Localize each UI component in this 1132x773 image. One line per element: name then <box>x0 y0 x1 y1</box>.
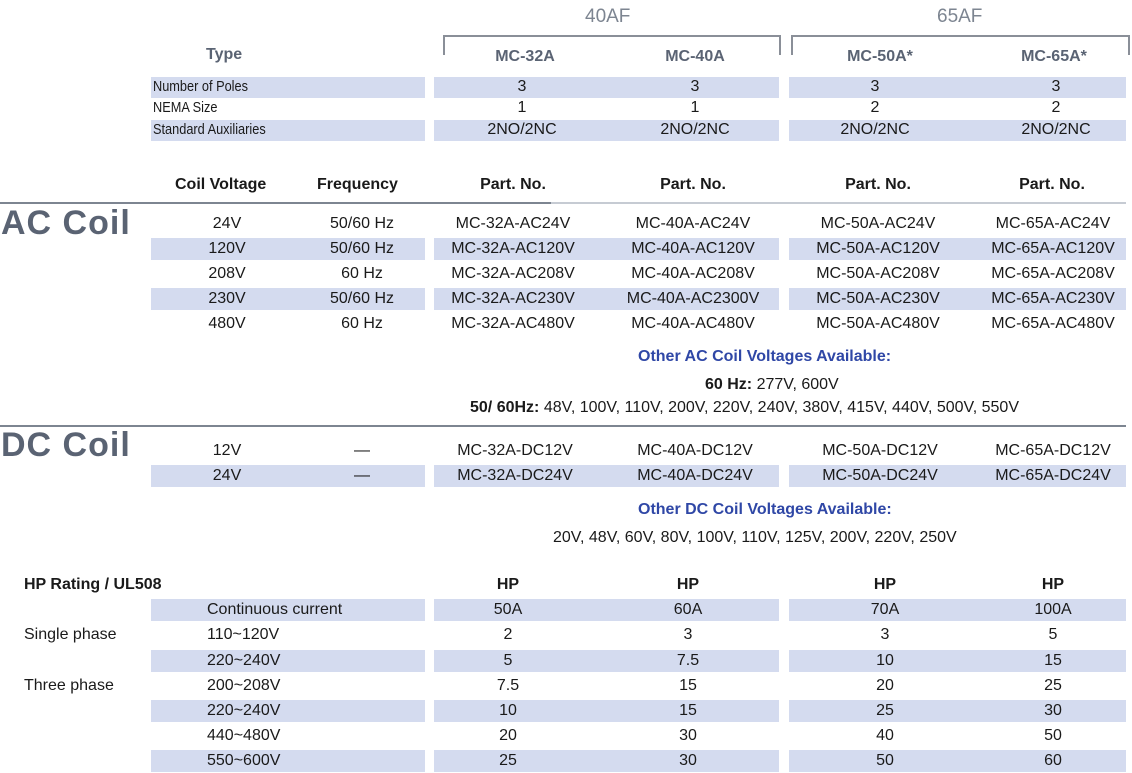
frequency-header: Frequency <box>317 176 398 193</box>
hp-value: 10 <box>499 702 517 719</box>
continuous-current-value: 70A <box>870 601 900 618</box>
part-number: MC-40A-AC2300V <box>626 290 760 307</box>
other-dc-voltages-title: Other DC Coil Voltages Available: <box>638 501 892 518</box>
part-number: MC-65A-AC24V <box>995 215 1111 232</box>
coil-voltage-header: Coil Voltage <box>175 176 267 193</box>
dc-coil-title: DC Coil <box>1 426 131 464</box>
continuous-current-value: 60A <box>673 601 703 618</box>
hp-value: 7.5 <box>676 652 700 669</box>
spec-value: 3 <box>870 78 880 95</box>
hp-value: 7.5 <box>496 677 520 694</box>
spec-value: 2NO/2NC <box>660 121 730 138</box>
model-header: MC-50A* <box>847 48 913 65</box>
part-number: MC-65A-AC208V <box>991 265 1115 282</box>
coil-voltage: 230V <box>208 290 246 307</box>
part-number: MC-65A-AC480V <box>991 315 1115 332</box>
part-number: MC-40A-AC24V <box>635 215 751 232</box>
hp-value: 5 <box>1048 626 1058 643</box>
part-number: MC-40A-AC480V <box>631 315 755 332</box>
hp-voltage: 440~480V <box>207 727 281 744</box>
part-number: MC-40A-AC208V <box>631 265 755 282</box>
hp-value: 30 <box>679 752 697 769</box>
hp-voltage: 200~208V <box>207 677 281 694</box>
coil-frequency: 60 Hz <box>341 265 383 282</box>
part-number: MC-50A-AC208V <box>816 265 940 282</box>
part-no-header: Part. No. <box>845 176 911 193</box>
hp-voltage: 220~240V <box>207 652 281 669</box>
coil-voltage: 24V <box>212 215 242 232</box>
hp-value: 15 <box>1044 652 1062 669</box>
hp-value: 20 <box>499 727 517 744</box>
coil-voltage: 480V <box>208 315 246 332</box>
coil-frequency: 50/60 Hz <box>329 215 395 232</box>
spec-value: 1 <box>690 99 700 116</box>
hp-value: 15 <box>679 677 697 694</box>
hp-header: HP <box>1041 576 1065 593</box>
part-number: MC-32A-DC24V <box>457 467 573 484</box>
hp-value: 60 <box>1044 752 1062 769</box>
spec-value: 2 <box>870 99 880 116</box>
part-number: MC-32A-AC24V <box>455 215 571 232</box>
hp-value: 5 <box>503 652 513 669</box>
other-ac-5060hz-values: 48V, 100V, 110V, 200V, 220V, 240V, 380V, 415V, 440V, 500V, 550V <box>539 399 1019 416</box>
part-number: MC-40A-AC120V <box>631 240 755 257</box>
model-header: MC-40A <box>665 48 725 65</box>
coil-frequency: 50/60 Hz <box>329 290 395 307</box>
hp-row-stripe <box>151 650 425 672</box>
continuous-current-label: Continuous current <box>207 601 343 618</box>
hp-voltage: 220~240V <box>207 702 281 719</box>
continuous-current-value: 50A <box>493 601 523 618</box>
coil-voltage: 12V <box>212 442 242 459</box>
other-ac-60hz <box>705 376 839 394</box>
other-ac-5060hz-label: 50/ 60Hz: <box>470 399 540 416</box>
part-number: MC-65A-DC24V <box>995 467 1111 484</box>
hp-value: 25 <box>876 702 894 719</box>
hp-voltage: 110~120V <box>207 626 280 643</box>
part-no-header: Part. No. <box>660 176 726 193</box>
single-phase-label: Single phase <box>24 626 117 643</box>
spec-value: 2 <box>1051 99 1061 116</box>
hp-value: 50 <box>1044 727 1062 744</box>
hp-rating-title: HP Rating / UL508 <box>24 576 162 593</box>
spec-label: NEMA Size <box>153 99 218 116</box>
coil-voltage: 24V <box>212 467 242 484</box>
hp-value: 50 <box>876 752 894 769</box>
part-number: MC-50A-AC230V <box>816 290 940 307</box>
coil-frequency: 60 Hz <box>341 315 383 332</box>
part-no-header: Part. No. <box>1019 176 1085 193</box>
hp-voltage: 550~600V <box>207 752 281 769</box>
other-dc-values: 20V, 48V, 60V, 80V, 100V, 110V, 125V, 200V, 220V, 250V <box>553 529 957 546</box>
part-number: MC-32A-AC120V <box>451 240 575 257</box>
spec-value: 3 <box>1051 78 1061 95</box>
part-number: MC-50A-DC12V <box>822 442 938 459</box>
part-number: MC-32A-AC208V <box>451 265 575 282</box>
hp-value: 10 <box>876 652 894 669</box>
part-number: MC-65A-DC12V <box>995 442 1111 459</box>
part-number: MC-50A-AC24V <box>820 215 936 232</box>
ac-coil-rule <box>551 202 1126 204</box>
part-number: MC-40A-DC12V <box>637 442 753 459</box>
part-number: MC-32A-AC480V <box>451 315 575 332</box>
frame-size-40af: 40AF <box>585 6 631 27</box>
hp-value: 25 <box>499 752 517 769</box>
coil-voltage: 120V <box>208 240 246 257</box>
coil-frequency: 50/60 Hz <box>329 240 395 257</box>
model-header: MC-32A <box>495 48 555 65</box>
ac-coil-title: AC Coil <box>1 204 131 242</box>
other-ac-60hz-label: 60 Hz: <box>705 376 753 393</box>
spec-value: 2NO/2NC <box>1021 121 1091 138</box>
hp-value: 20 <box>876 677 894 694</box>
coil-voltage: 208V <box>208 265 246 282</box>
hp-value: 30 <box>679 727 697 744</box>
part-number: MC-40A-DC24V <box>637 467 753 484</box>
hp-header: HP <box>873 576 897 593</box>
part-number: MC-32A-DC12V <box>457 442 573 459</box>
hp-row-stripe <box>151 750 425 772</box>
continuous-current-value: 100A <box>1034 601 1072 618</box>
frame-size-65af: 65AF <box>937 6 983 27</box>
part-number: MC-32A-AC230V <box>451 290 575 307</box>
spec-value: 2NO/2NC <box>487 121 557 138</box>
part-no-header: Part. No. <box>480 176 546 193</box>
hp-value: 2 <box>503 626 513 643</box>
part-number: MC-50A-DC24V <box>822 467 938 484</box>
hp-value: 3 <box>880 626 890 643</box>
spec-label: Number of Poles <box>153 78 248 95</box>
spec-label: Standard Auxiliaries <box>153 121 266 138</box>
other-ac-5060hz <box>470 399 1019 417</box>
hp-header: HP <box>496 576 520 593</box>
type-label: Type <box>206 46 243 63</box>
spec-value: 3 <box>690 78 700 95</box>
coil-frequency: — <box>354 442 370 459</box>
spec-value: 3 <box>517 78 527 95</box>
other-ac-60hz-values: 277V, 600V <box>752 376 839 393</box>
part-number: MC-50A-AC120V <box>816 240 940 257</box>
part-number: MC-65A-AC230V <box>991 290 1115 307</box>
three-phase-label: Three phase <box>24 677 114 694</box>
coil-frequency: — <box>354 467 370 484</box>
part-number: MC-50A-AC480V <box>816 315 940 332</box>
hp-value: 25 <box>1044 677 1062 694</box>
spec-value: 2NO/2NC <box>840 121 910 138</box>
hp-value: 40 <box>876 727 894 744</box>
other-ac-voltages-title: Other AC Coil Voltages Available: <box>638 348 892 365</box>
hp-header: HP <box>676 576 700 593</box>
model-header: MC-65A* <box>1021 48 1087 65</box>
hp-value: 30 <box>1044 702 1062 719</box>
hp-value: 3 <box>683 626 693 643</box>
part-number: MC-65A-AC120V <box>991 240 1115 257</box>
hp-value: 15 <box>679 702 697 719</box>
hp-row-stripe <box>151 700 425 722</box>
dc-coil-rule <box>0 425 1126 427</box>
spec-value: 1 <box>517 99 527 116</box>
